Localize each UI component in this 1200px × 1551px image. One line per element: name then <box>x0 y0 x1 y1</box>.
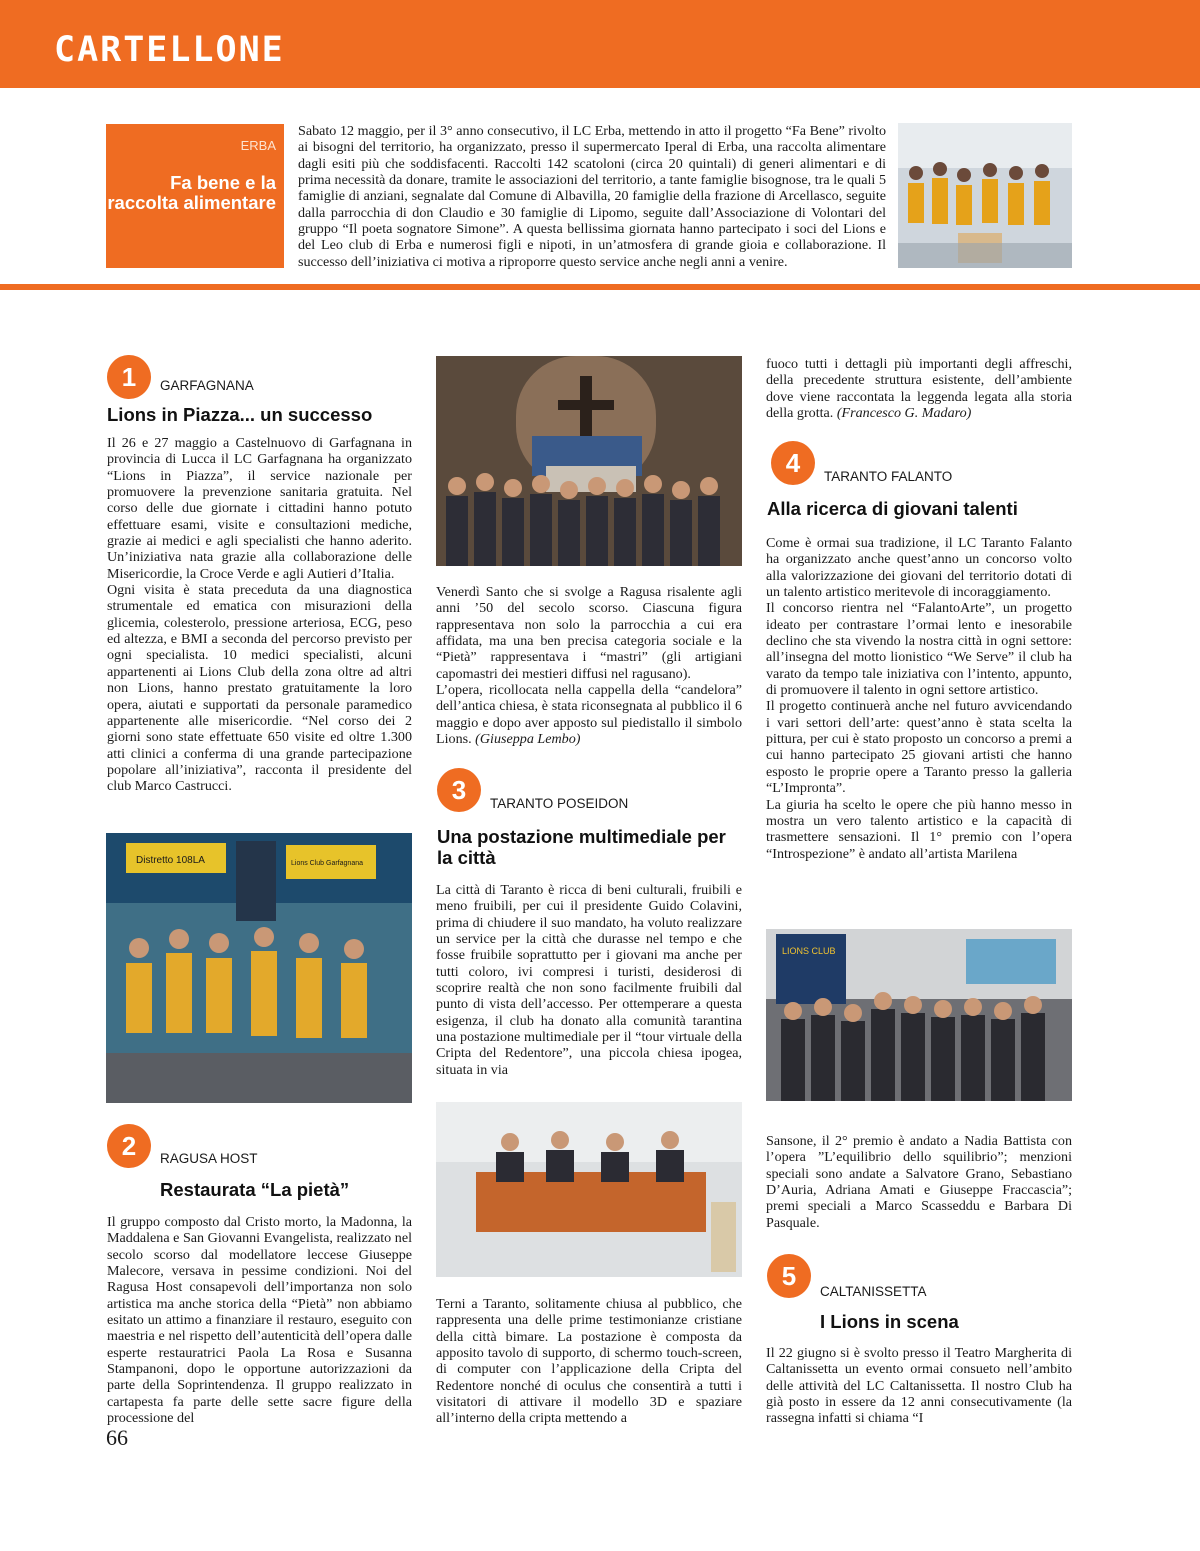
article3-author: (Francesco G. Madaro) <box>836 405 972 422</box>
erba-headline: Fa bene e la raccolta alimentare <box>107 172 276 213</box>
article4-place: TARANTO FALANTO <box>824 469 953 484</box>
article2-headline: Restaurata “La pietà” <box>160 1179 350 1200</box>
article2-author: (Giuseppa Lembo) <box>475 731 581 748</box>
article1-photo-banner: Distretto 108LA <box>136 855 205 866</box>
article1-headline: Lions in Piazza... un successo <box>107 404 373 425</box>
article1-place: GARFAGNANA <box>160 378 254 393</box>
article5-body <box>766 1345 1072 1427</box>
article4-headline: Alla ricerca di giovani talenti <box>767 498 1018 519</box>
article3-paragraph: La città di Taranto è ricca di beni culturali, fruibili e meno fruibili, per cui il presidente Guido Colavini, prima di chiudere il suo mandato, ha voluto realizzare un service per la città che durasse nel tempo e che fosse fruibile soprattutto per i giovani ma anche per tutti coloro, ivi compresi i turisti, desiderosi di scoprire realtà che non sono facilmente fruibili dal punto di vista dell’accesso. Per ottemperare a questa esigenza, il club ha donato alla comunità tarantina una postazione multimediale per il “tour virtuale della Cripta del Redentore”, una piccola chiesa ipogea, situata in via <box>436 882 742 1078</box>
article2-body <box>107 1214 412 1426</box>
article1-body <box>107 435 412 795</box>
article5-number-badge: 5 <box>767 1254 811 1298</box>
section-title: CARTELLONE <box>54 30 285 70</box>
page-number: 66 <box>106 1425 128 1450</box>
article3-number-badge: 3 <box>437 768 481 812</box>
article4-number-badge: 4 <box>771 441 815 485</box>
article3-paragraph: fuoco tutti i dettagli più importanti degli affreschi, della precedente struttura esistente, dell’ambiente dove viene raccontata la leggenda legata alla storia della grotta. (Francesco G. Madaro) <box>766 356 1072 422</box>
article1-photo-image <box>106 833 412 1103</box>
article4-body-continued <box>766 1133 1072 1231</box>
article3-headline: Una postazione multimediale per la città <box>437 826 726 868</box>
article2-body-continued <box>436 584 742 747</box>
article2-paragraph: L’opera, ricollocata nella cappella della “candelora” dell’antica chiesa, è stata riconsegnata al pubblico il 6 maggio e dopo aver apposto sul piedistallo il simbolo Lions. (Giuseppa Lembo) <box>436 682 742 748</box>
article2-paragraph: Il gruppo composto dal Cristo morto, la Madonna, la Maddalena e San Giovanni Evangelista, realizzato nel secolo scorso dal modellatore leccese Giuseppe Malecore, versava in pessime condizioni. Noi del Ragusa Host consapevoli dell’importanza non solo artistica ma anche storica della “Pietà” non abbiamo esitato un attimo a finanziare il restauro, eseguito con maestria e nel rispetto dell’autenticità dell’opera dalle esperte restauratrici Paola La Rosa e Susanna Stampanoni, dopo le opportune autorizzazioni da parte della Soprintendenza. Il gruppo realizzato in cartapesta fa parte delle sette sacre figure della processione del <box>107 1214 412 1427</box>
article1-photo <box>106 833 412 1103</box>
article1-paragraph: Ogni visita è stata preceduta da una diagnostica strumentale ed ematica con misurazioni della glicemia, colesterolo, pressione arteriosa, ECG, peso ed altezza, e BMI a seconda del percorso previsto per ogni specialista. 10 medici specialisti, alcuni appartenenti ai Lions Club della zona oltre ad altri non Lions, hanno prestato gratuitamente la loro opera, aiutati e supportati da personale paramedico appartenente alle misericordie. “Nel corso dei 2 giorni sono state effettuate 650 visite ed oltre 1.300 atti clinici a conferma di una grande partecipazione popolare all’iniziativa”, racconta il presidente del club Marco Castrucci. <box>107 582 412 795</box>
article3-paragraph: Terni a Taranto, solitamente chiusa al pubblico, che rappresenta una delle prime testimonianze cristiane della città bimare. La postazione è composta da apposito tavolo di supporto, di schermo touch-screen, di computer con l’applicazione della Cripta del Redentore nonché di oculus che consentirà a tutti i visitatori di attivare il modello 3D e spaziare all’interno della cripta mettendo a <box>436 1296 742 1427</box>
article3-body-end <box>766 356 1072 421</box>
article3-photo-image <box>436 1102 742 1277</box>
article3-photo <box>436 1102 742 1277</box>
article4-paragraph: La giuria ha scelto le opere che più hanno messo in mostra un vero talento artistico e la capacità di trasmettere sensazioni. Il 1° premio con l’opera “Introspezione” è andato all’artista Marilena <box>766 796 1072 862</box>
orange-divider <box>0 284 1200 290</box>
article4-photo-image <box>766 929 1072 1101</box>
article3-body-continued <box>436 1296 742 1427</box>
erba-place-label: ERBA <box>240 138 276 153</box>
article3-body <box>436 882 742 1078</box>
erba-body <box>298 123 886 270</box>
article5-headline: I Lions in scena <box>820 1311 959 1332</box>
article4-photo <box>766 929 1072 1101</box>
article4-paragraph: Sansone, il 2° premio è andato a Nadia Battista con l’opera ”L’equilibrio dello squilibrio”; menzioni speciali sono andate a Salvatore Grano, Sebastiano D’Auria, Adriana Amati e Giuseppe Fraccascia”; premi speciali a Marco Scasseddu e Barbara Di Pasquale. <box>766 1133 1072 1231</box>
article1-paragraph: Il 26 e 27 maggio a Castelnuovo di Garfagnana in provincia di Lucca il LC Garfagnana ha organizzato “Lions in Piazza”, il service nazionale per promuovere la prevenzione sanitaria gratuita. Nel corso delle due giornate i cittadini hanno potuto effettuare esami, visite e consultazioni mediche, grazie ai medici e agli specialisti che hanno aderito. Un’iniziativa nata grazie alla collaborazione delle Misericordie, la Croce Verde e agli Autieri d’Italia. <box>107 435 412 582</box>
erba-photo-image <box>898 123 1072 268</box>
section-header-bar <box>0 0 1200 88</box>
article4-body <box>766 535 1072 862</box>
article5-place: CALTANISSETTA <box>820 1284 927 1299</box>
article2-photo <box>436 356 742 566</box>
article1-photo-banner: Lions Club Garfagnana <box>291 860 363 867</box>
article2-photo-image <box>436 356 742 566</box>
erba-headline-box <box>106 124 284 268</box>
article4-paragraph: Il concorso rientra nel “FalantoArte”, un progetto ideato per contrastare l’ormai lento e inesorabile declino che sta vivendo la nostra città in ogni settore: all’insegna del motto lionistico “We Serve” il club ha varato da tempo tale iniziativa con l’intento, appunto, di promuovere il talento in ogni settore artistico. <box>766 600 1072 699</box>
erba-photo <box>898 123 1072 268</box>
article5-paragraph: Il 22 giugno si è svolto presso il Teatro Margherita di Caltanissetta un evento ormai consueto nell’ambito delle attività del LC Caltanissetta. Il nostro Club ha già posto in essere da 12 anni consecutivamente (la rassegna infatti si chiama “I <box>766 1345 1072 1427</box>
article1-number-badge: 1 <box>107 355 151 399</box>
article4-paragraph: Il progetto continuerà anche nel futuro avvicendando i vari settori dell’arte: quest’anno è stata scelta la pittura, per cui è stato proposto un concorso a premi a cui hanno partecipato 25 giovani artisti che hanno esposto le proprie opere a Taranto presso la galleria “L’Impronta”. <box>766 698 1072 797</box>
article4-photo-banner: LIONS CLUB <box>782 946 836 956</box>
article4-paragraph: Come è ormai sua tradizione, il LC Taranto Falanto ha organizzato anche quest’anno un concorso volto alla valorizzazione dei giovani del territorio dotati di un talento artistico meritevole di incoraggiamento. <box>766 535 1072 601</box>
article2-place: RAGUSA HOST <box>160 1151 258 1166</box>
article2-number-badge: 2 <box>107 1124 151 1168</box>
article2-paragraph: Venerdì Santo che si svolge a Ragusa risalente agli anni ’50 del secolo scorso. Ciascuna figura rappresentava non solo la parrocchia a cui era affidata, ma una ben precisa categoria sociale e la “Pietà” rappresentava i “mastri” (gli artigiani capomastri dei mestieri diffusi nel ragusano). <box>436 584 742 682</box>
article3-place: TARANTO POSEIDON <box>490 796 629 811</box>
erba-paragraph: Sabato 12 maggio, per il 3° anno consecutivo, il LC Erba, mettendo in atto il progetto “Fa Bene” rivolto ai bisogni del territorio, ha organizzato, presso il supermercato Iperal di Erba, una raccolta alimentare dagli esiti più che soddisfacenti. Raccolti 142 scatoloni (circa 20 quintali) di generi alimentari e di prima necessità da donare, tramite le associazioni del territorio, a tante famiglie bisognose, tra le quali 5 famiglie di anziani, segnalate dal Comune di Albavilla, 20 famiglie della frazione di Arcellasco, seguite dalla parrocchia di don Claudio e 30 famiglie di Lipomo, seguite dall’Associazione di Volontari del gruppo “Il poeta sognatore Simone”. A questa bellissima giornata hanno partecipato i soci del Lions e del Leo club di Erba e numerosi figli e nipoti, in un’atmosfera di grande gioia e collaborazione. Il successo dell’iniziativa ci motiva a riproporre questo service anche negli anni a venire. <box>298 123 886 270</box>
